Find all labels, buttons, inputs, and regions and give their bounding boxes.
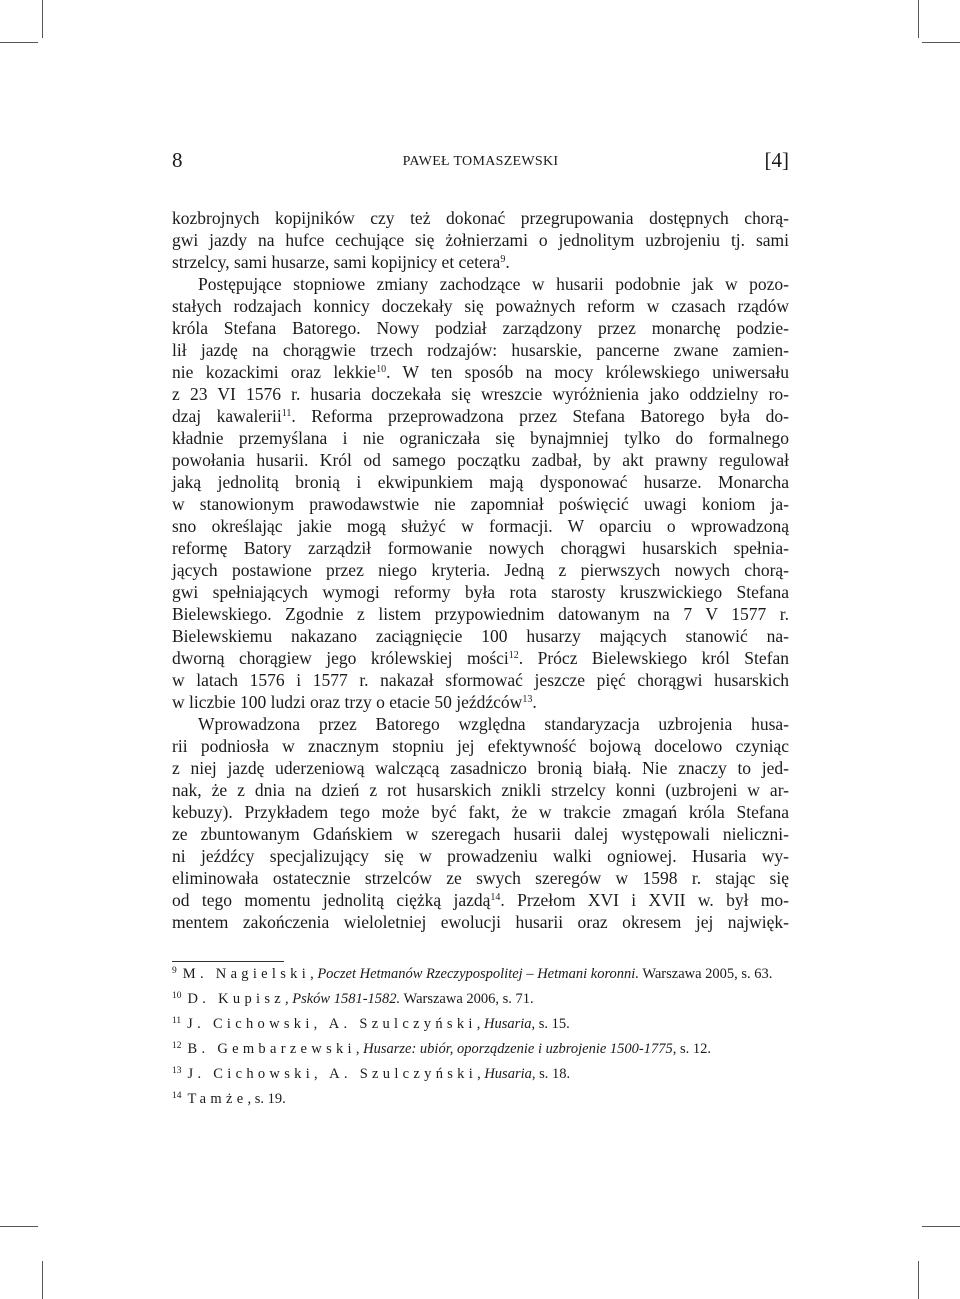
body-text: [172, 207, 789, 933]
footnote-title: Poczet Hetmanów Rzeczypospolitej – Hetmani koronni.: [317, 966, 639, 982]
crop-mark: [922, 42, 960, 43]
footnote-rest: , s. 12.: [672, 1041, 712, 1057]
crop-mark: [0, 42, 38, 43]
text-line: gwi spełniających wymogi reformy była rota starosty kruszwickiego Stefana: [172, 582, 789, 602]
footnote-author: B. Gembarzewski: [187, 1041, 356, 1057]
text-line: jących postawione przez niego kryteria. Jedną z pierwszych nowych chorą-: [172, 560, 789, 580]
footnote-title: Husaria: [484, 1066, 532, 1082]
text-line: [172, 691, 789, 713]
footnote-ref: 14: [490, 892, 501, 903]
text-line: Bielewskiemu nakazano zaciągnięcie 100 husarzy mających stanowić na-: [172, 626, 789, 646]
text-line: z 23 VI 1576 r. husaria doczekała się wreszcie wyróżnienia jako oddzielny ro-: [172, 384, 789, 404]
text-line: króla Stefana Batorego. Nowy podział zarządzony przez monarchę podzie-: [172, 318, 789, 338]
footnote-title: Husarze: ubiór, oporządzenie i uzbrojenie 1500-1775: [363, 1041, 673, 1057]
text-line: jaką jednolitą bronią i ekwipunkiem mają dysponować husarze. Monarcha: [172, 472, 789, 492]
footnote: $^9$ M. Nagielski, Poczet Hetmanów Rzeczypospolitej – Hetmani koronni. Warszawa 2005, s. 63.: [172, 966, 773, 982]
text-line: kładnie przemyślana i nie ograniczała się bynajmniej tylko do formalnego: [172, 428, 789, 448]
text: . Prócz Bielewskiego król Stefan: [518, 648, 789, 668]
footnote: $^{12}$ B. Gembarzewski, Husarze: ubiór, oporządzenie i uzbrojenie 1500-1775, s. 12.: [172, 1041, 712, 1057]
text-line: lił jazdę na chorągwie trzech rodzajów: husarskie, pancerne zwane zamien-: [172, 340, 789, 360]
running-header: [172, 148, 789, 178]
footnote-rest: , s. 19.: [247, 1091, 286, 1107]
footnote-number: 14: [172, 1091, 182, 1101]
text: . W ten sposób na mocy królewskiego uniwersału: [386, 362, 789, 382]
text-line: kebuzy). Przykładem tego może być fakt, że w trakcie zmagań króla Stefana: [172, 802, 789, 822]
section-number: [4]: [764, 148, 789, 172]
text: . Reforma przeprowadzona przez Stefana Batorego była do-: [291, 406, 789, 426]
footnote-author: Tamże: [187, 1091, 248, 1107]
text-line: z niej jazdę uderzeniową walczącą zasadniczo bronią białą. Nie znaczy to jed-: [172, 758, 789, 778]
text: w liczbie 100 ludzi oraz trzy o etacie 50 jeźdźców: [172, 692, 523, 712]
text-line: eliminowała ostatecznie strzelców ze swych szeregów w 1598 r. stając się: [172, 868, 789, 888]
footnote-author: J. Cichowski, A. Szulczyński: [187, 1016, 477, 1032]
footnote: $^{10}$ D. Kupisz, Psków 1581-1582. Warszawa 2006, s. 71.: [172, 991, 534, 1007]
text-line: gwi jazdy na hufce cechujące się żołnierzami o jednolitym uzbrojeniu tj. sami: [172, 230, 789, 250]
text-line: [172, 647, 789, 669]
footnote-title: Husaria: [483, 1016, 532, 1032]
text-line: [172, 361, 789, 383]
text: .: [532, 692, 537, 712]
page-number: 8: [172, 148, 183, 172]
footnote-title: Psków 1581-1582.: [292, 991, 401, 1007]
text-line: ni jeźdźcy specjalizujący się w prowadzeniu walki ogniowej. Husaria wy-: [172, 846, 789, 866]
crop-mark: [922, 1226, 960, 1227]
footnote-number: 12: [172, 1041, 182, 1051]
text-line: Bielewskiego. Zgodnie z listem przypowiednim datowanym na 7 V 1577 r.: [172, 604, 789, 624]
crop-mark: [918, 0, 919, 38]
footnote-ref: 12: [508, 650, 519, 661]
text-line: sno określając jakie mogą służyć w formacji. W oparciu o wprowadzoną: [172, 516, 789, 536]
footnote-number: 13: [172, 1066, 182, 1076]
text: dzaj kawalerii: [172, 406, 282, 426]
footnote-rest: Warszawa 2005, s. 63.: [638, 966, 773, 982]
text: strzelcy, sami husarze, sami kopijnicy et cetera: [172, 252, 501, 272]
crop-mark: [42, 1261, 43, 1299]
text-line: mentem zakończenia wieloletniej ewolucji husarii oraz okresem jej najwięk-: [172, 912, 789, 932]
text-line: ze zbuntowanym Gdańskiem w szeregach husarii dalej występowali nieliczni-: [172, 824, 789, 844]
footnote-number: 10: [172, 991, 182, 1001]
text-line: kozbrojnych kopijników czy też dokonać przegrupowania dostępnych chorą-: [172, 208, 789, 228]
text-line: Wprowadzona przez Batorego względna standaryzacja uzbrojenia husa-: [198, 714, 789, 734]
text-line: rii podniosła w znacznym stopniu jej efektywność bojową docelowo czyniąc: [172, 736, 789, 756]
crop-mark: [42, 0, 43, 38]
text: .: [505, 252, 510, 272]
footnote-number: 11: [172, 1016, 182, 1026]
footnote: $^{11}$ J. Cichowski, A. Szulczyński, Husaria, s. 15.: [172, 1016, 570, 1032]
footnote-rest: Warszawa 2006, s. 71.: [400, 991, 534, 1007]
text-line: w stanowionym prawodawstwie nie zapomniał poświęcić uwagi koniom ja-: [172, 494, 789, 514]
footnote-ref: 9: [500, 254, 506, 265]
text-line: w latach 1576 i 1577 r. nakazał sformować jeszcze pięć chorągwi husarskich: [172, 670, 789, 690]
footnote: $^{13}$ J. Cichowski, A. Szulczyński, Husaria, s. 18.: [172, 1066, 571, 1082]
text-line: stałych rodzajach konnicy doczekały się poważnych reform w czasach rządów: [172, 296, 789, 316]
text-line: Postępujące stopniowe zmiany zachodzące w husarii podobnie jak w pozo-: [198, 274, 789, 294]
text: . Przełom XVI i XVII w. był mo-: [500, 890, 789, 910]
footnote-rest: , s. 15.: [531, 1016, 570, 1032]
text: dworną chorągiew jego królewskiej mości: [172, 648, 509, 668]
text-line: nak, że z dnia na dzień z rot husarskich znikli strzelcy konni (uzbrojeni w ar-: [172, 780, 789, 800]
running-author: PAWEŁ TOMASZEWSKI: [402, 154, 559, 169]
footnote-ref: 13: [522, 694, 533, 705]
text-line: powołania husarii. Król od samego początku zadbał, by akt prawny regulował: [172, 450, 789, 470]
footnote-author: M. Nagielski: [182, 966, 311, 982]
text-line: reformę Batory zarządził formowanie nowych chorągwi husarskich spełnia-: [172, 538, 789, 558]
footnotes: [172, 964, 789, 1114]
crop-mark: [918, 1261, 919, 1299]
text: od tego momentu jednolitą ciężką jazdą: [172, 890, 491, 910]
footnote-number: 9: [172, 966, 177, 976]
footnote-rest: , s. 18.: [531, 1066, 571, 1082]
footnote: [172, 1089, 789, 1110]
text-line: [172, 251, 789, 273]
crop-mark: [0, 1226, 38, 1227]
footnote-separator: [172, 961, 284, 962]
text: nie kozackimi oraz lekkie: [172, 362, 377, 382]
footnote-ref: 10: [376, 364, 387, 375]
footnote-ref: 11: [281, 408, 292, 419]
text-line: [172, 405, 789, 427]
text-line: [172, 889, 789, 911]
footnote-author: J. Cichowski, A. Szulczyński: [187, 1066, 478, 1082]
footnote-author: D. Kupisz: [187, 991, 285, 1007]
